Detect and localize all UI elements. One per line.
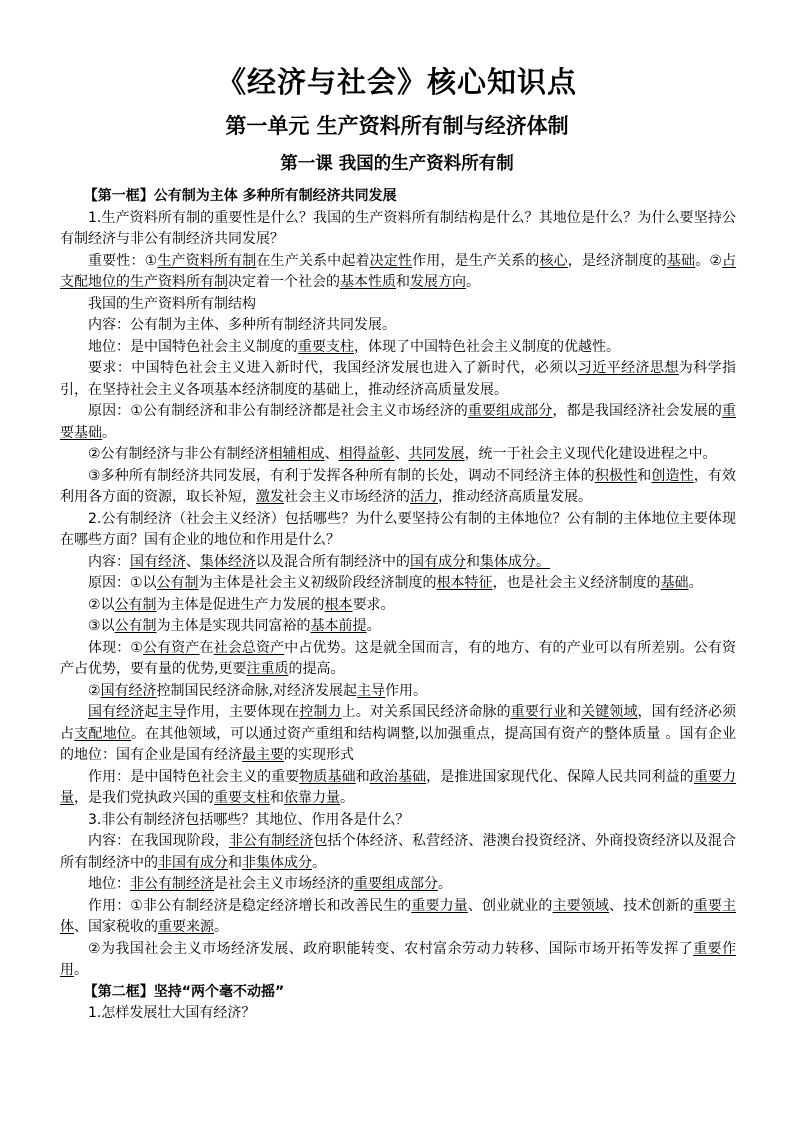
text-run: ，也是社会主义经济制度的 — [492, 575, 661, 591]
text-run: 作用，是生产关系的 — [412, 252, 540, 269]
paragraph — [60, 767, 736, 810]
text-run: 作用：①非公有制经济是稳定经济增长和改善民生的 — [88, 897, 412, 914]
text-run: 和 — [270, 790, 284, 806]
paragraph — [60, 509, 736, 552]
key-term: 主要领域 — [552, 897, 610, 914]
key-term: 关键领域 — [581, 704, 638, 720]
paragraph — [60, 315, 736, 337]
text-run: 以及混合所有制经济中的 — [256, 553, 410, 570]
key-term: 重要主体 — [60, 897, 737, 935]
key-term: 基本前提 — [310, 618, 367, 634]
text-run: ③多种所有制经济共同发展，有利于发挥各种所有制的长处，调动不同经济主体的 — [88, 467, 595, 484]
text-run: 内容： — [88, 553, 130, 570]
key-term: 非集体成分 — [242, 854, 312, 871]
key-term: 公有制 — [114, 618, 157, 634]
text-run: ②公有制经济与非公有制经济 — [88, 446, 269, 462]
key-term: 重要组成部分 — [354, 876, 438, 892]
text-run: 、国家税收的 — [74, 919, 158, 935]
key-term: 共同发展 — [408, 446, 465, 462]
key-term: 主导 — [357, 682, 386, 699]
text-run: 为主体是社会主义初级阶段经济制度的 — [198, 575, 437, 591]
key-term: 最主要 — [242, 747, 284, 763]
document-body — [60, 186, 736, 1025]
paragraph — [60, 1003, 736, 1025]
document-title: 《经济与社会》核心知识点 — [216, 65, 577, 99]
text-run: ②为我国社会主义市场经济发展、政府职能转变、农村富余劳动力转移、国际市场开拓等发挥了 — [88, 940, 694, 957]
paragraph — [60, 294, 736, 316]
text-run: 内容：公有制为主体、多种所有制经济共同发展。 — [88, 317, 396, 333]
text-run: 。② — [695, 252, 723, 269]
text-run: 和 — [396, 274, 410, 290]
paragraph — [60, 251, 736, 294]
text-run: 上。对关系国民经济命脉的 — [341, 704, 511, 720]
section-heading — [60, 186, 736, 208]
key-term: 依靠力量 — [284, 790, 340, 806]
text-run: 中占优势。这是就全国而言，有的地方、有的产业可以有所差别。公有资产占优势，要有量的优势,更要 — [60, 639, 737, 677]
text-run: 、 — [324, 446, 339, 462]
key-term: 重要力量 — [60, 768, 737, 806]
key-term: 非公有制经济 — [130, 876, 214, 892]
text-run: 的提高。 — [288, 661, 345, 677]
text-run: 、 — [186, 553, 200, 570]
key-term: 国有成分 — [410, 553, 466, 570]
key-term: 基础 — [666, 252, 696, 269]
text-run: 是社会主义市场经济的 — [214, 876, 354, 892]
paragraph — [60, 595, 736, 617]
text-run: 和 — [567, 704, 582, 720]
text-run: 地位：是中国特色社会主义制度的 — [88, 338, 298, 355]
text-run: 原因：①公有制经济和非公有制经济都是社会主义市场经济的 — [88, 403, 468, 419]
key-term: 根本 — [324, 596, 353, 613]
text-run: 和 — [355, 768, 370, 785]
key-term: 占支配地位的生产资料所有制 — [60, 252, 737, 290]
text-run: 。 — [74, 962, 88, 978]
paragraph — [60, 208, 736, 251]
key-term: 重要力量 — [411, 897, 468, 914]
key-term: 注重质 — [246, 661, 289, 677]
text-run: 包括个体经济、私营经济、港澳台投资经济、外商投资经济以及混合所有制经济中的 — [60, 833, 737, 871]
text-run: 。 — [688, 575, 703, 591]
text-run: 和 — [466, 553, 480, 570]
key-term: 非公有制经济 — [228, 833, 314, 849]
key-term: 集体经济 — [200, 553, 256, 570]
text-run: ② — [88, 682, 101, 699]
key-term: 集体成分。 — [480, 553, 550, 570]
text-run: 、 — [394, 446, 409, 462]
unit-heading: 第一单元 生产资料所有制与经济体制 — [225, 113, 569, 138]
key-term: 社会总资产 — [213, 639, 285, 656]
text-run: 的实现形式 — [284, 747, 354, 763]
paragraph — [60, 810, 736, 832]
key-term: 基础 — [660, 575, 689, 591]
key-term: 非国有成分 — [158, 854, 228, 871]
text-run: 。 — [214, 919, 228, 935]
paragraph — [60, 401, 736, 444]
key-term: 主导 — [158, 704, 187, 720]
key-term: 公有制 — [114, 596, 157, 613]
text-run: 。 — [438, 876, 452, 892]
key-term: 国有经济 — [88, 704, 145, 720]
text-run: ，是经济制度的 — [567, 252, 667, 269]
text-run: 作用，主要体现在 — [186, 704, 300, 720]
text-run: 为科学指引，在坚持社会主义各项基本经济制度的基础上，推动经济高质量发展。 — [60, 360, 737, 398]
key-term: 基本性质 — [340, 274, 396, 290]
lesson-heading: 第一课 我国的生产资料所有制 — [280, 154, 514, 174]
key-term: 激发 — [256, 489, 284, 505]
paragraph — [60, 573, 736, 595]
text-run: 1.怎样发展壮大国有经济？ — [88, 1005, 256, 1021]
key-term: 控制力 — [299, 704, 342, 720]
text-run: 2.公有制经济（社会主义经济）包括哪些？为什么要坚持公有制的主体地位？公有制的主体地位主要体现在哪些方面？国有企业的地位和作用是什么？ — [60, 510, 736, 548]
text-run: ，统一于社会主义现代化建设进程之中。 — [464, 446, 717, 462]
text-run: 社会主义市场经济的 — [284, 489, 410, 505]
text-run: 重要性：① — [88, 252, 158, 269]
key-term: 国有经济 — [100, 682, 157, 699]
key-term: 重要来源 — [158, 919, 214, 935]
key-term: 重要支柱 — [298, 338, 354, 355]
text-run: 起 — [144, 704, 159, 720]
paragraph — [60, 444, 736, 466]
text-run: 要求：中国特色社会主义进入新时代，我国经济发展也进入了新时代，必须以 — [88, 360, 578, 376]
key-term: 公有制 — [156, 575, 199, 591]
text-run: 1.生产资料所有制的重要性是什么？我国的生产资料所有制结构是什么？其地位是什么？为什么要坚持公有制经济与非公有制经济共同发展？ — [60, 209, 736, 247]
text-run: 内容：在我国现阶段， — [88, 833, 229, 849]
key-term: 重要支柱 — [214, 790, 270, 806]
text-run: 和 — [637, 467, 652, 484]
text-run: 控制国民经济命脉,对经济发展起 — [156, 682, 358, 699]
paragraph — [60, 702, 736, 767]
text-run: 3.非公有制经济包括哪些？其地位、作用各是什么？ — [88, 811, 410, 828]
key-term: 重要行业 — [510, 704, 568, 720]
key-term: 核心 — [539, 252, 568, 269]
key-term: 政治基础 — [369, 768, 427, 785]
text-run: 体现：① — [88, 639, 144, 656]
text-run: 【第二框】坚持“两个毫不动摇” — [83, 983, 285, 1000]
text-run: ，推动经济高质量发展。 — [438, 489, 592, 505]
text-run: 决定着一个社会的 — [228, 274, 340, 290]
text-run: ③以 — [88, 618, 115, 634]
text-run: 和 — [228, 854, 242, 871]
key-term: 支配地位 — [74, 725, 131, 742]
paragraph — [60, 638, 736, 681]
key-term: 物质基础 — [299, 768, 356, 785]
key-term: 创造性 — [651, 467, 694, 484]
key-term: 相辅相成 — [268, 446, 325, 462]
text-run: 为主体是促进生产力发展的 — [156, 596, 325, 613]
paragraph — [60, 466, 736, 509]
text-run: 。在其他领域，可以通过资产重组和结构调整,以加强重点，提高国有资产的整体质量 。国有企业的地位：国有企业是国有经济 — [60, 725, 737, 763]
text-run: 原因：①以 — [88, 575, 157, 591]
paragraph — [60, 552, 736, 574]
paragraph — [60, 337, 736, 359]
key-term: 根本特征 — [436, 575, 493, 591]
paragraph — [60, 681, 736, 703]
text-run: ，体现了中国特色社会主义制度的优越性。 — [354, 338, 620, 355]
text-run: ，有效利用各方面的资源，取长补短， — [60, 467, 737, 505]
text-run: 要求。 — [352, 596, 395, 613]
text-run: 为主体是实现共同富裕的 — [156, 618, 311, 634]
text-run: 。 — [102, 424, 116, 441]
text-run: 。 — [366, 618, 381, 634]
paragraph — [60, 939, 736, 982]
key-term: 相得益彰 — [338, 446, 395, 462]
section-heading — [60, 982, 736, 1004]
text-run: 、创业就业的 — [467, 897, 553, 914]
key-term: 重要作用 — [60, 940, 736, 978]
paragraph — [60, 896, 736, 939]
paragraph — [60, 831, 736, 874]
text-run: 作用。 — [385, 682, 428, 699]
text-run: ，国有经济必须占 — [60, 704, 737, 742]
text-run: 【第一框】公有制为主体 多种所有制经济共同发展 — [83, 188, 397, 204]
paragraph — [60, 874, 736, 896]
text-run: 。 — [312, 854, 326, 871]
text-run: 我国的生产资料所有制结构 — [88, 295, 256, 312]
text-run: 。 — [340, 790, 354, 806]
text-run: 在 — [199, 639, 214, 656]
key-term: 习近平经济思想 — [577, 360, 679, 376]
key-term: 决定性 — [369, 252, 413, 269]
key-term: 发展方向 — [410, 274, 466, 290]
text-run: 作用：是中国特色社会主义的重要 — [88, 768, 300, 785]
text-run: 、技术创新的 — [609, 897, 694, 914]
key-term: 重要基础 — [60, 403, 736, 441]
key-term: 国有经济 — [130, 553, 186, 570]
key-term: 公有资产 — [143, 639, 200, 656]
paragraph — [60, 616, 736, 638]
text-run: 地位： — [88, 876, 130, 892]
text-run: 。 — [466, 274, 480, 290]
text-run: ，是我们党执政兴国的 — [74, 790, 214, 806]
paragraph — [60, 358, 736, 401]
key-term: 重要组成部分 — [467, 403, 553, 419]
text-run: ②以 — [88, 596, 115, 613]
text-run: ，是推进国家现代化、保障人民共同利益的 — [426, 768, 694, 785]
text-run: 在生产关系中起着 — [256, 252, 370, 269]
key-term: 生产资料所有制 — [157, 252, 257, 269]
key-term: 活力 — [410, 489, 438, 505]
text-run: ，都是我国经济社会发展的 — [552, 403, 722, 419]
key-term: 积极性 — [594, 467, 638, 484]
